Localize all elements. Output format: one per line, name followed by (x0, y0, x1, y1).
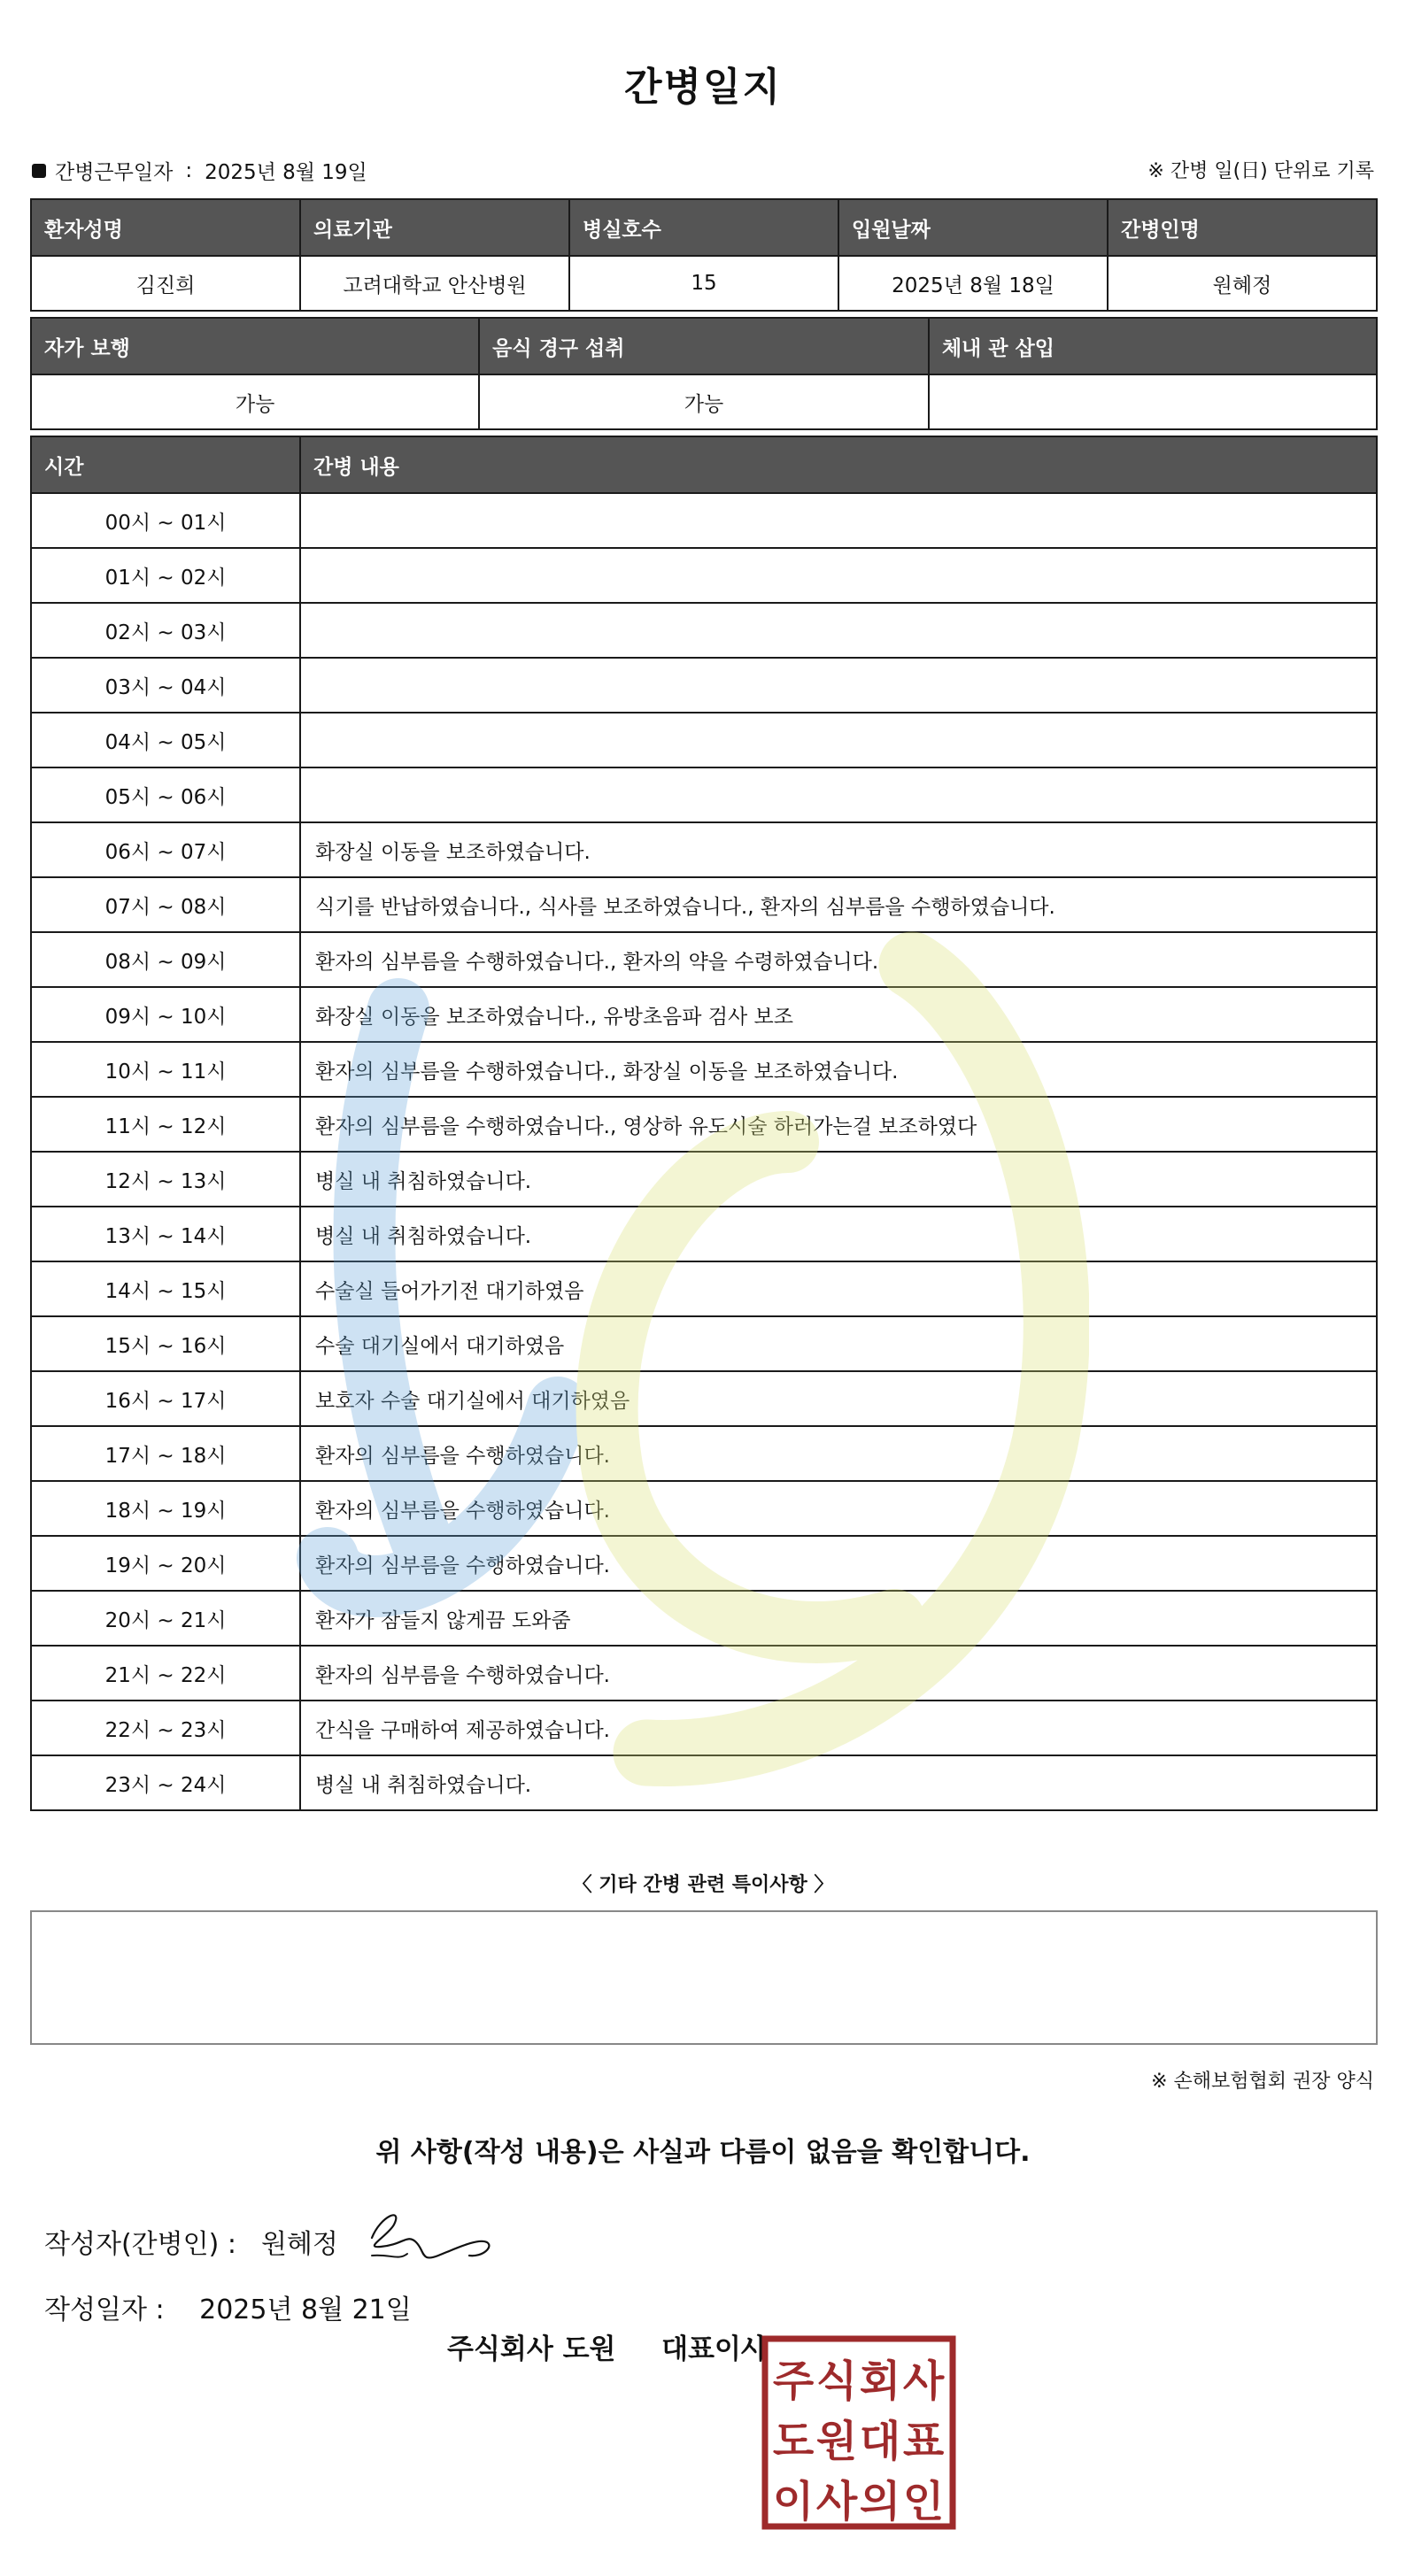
log-content (300, 658, 1377, 713)
log-content: 환자의 심부름을 수행하였습니다. (300, 1646, 1377, 1701)
log-content: 환자의 심부름을 수행하였습니다. (300, 1426, 1377, 1481)
oral-intake-header: 음식 경구 섭취 (479, 318, 929, 374)
log-time: 06시 ~ 07시 (31, 822, 300, 877)
caregiver-name-header: 간병인명 (1108, 199, 1377, 256)
log-content: 병실 내 취침하였습니다. (300, 1207, 1377, 1261)
hospital-name: 고려대학교 안산병원 (300, 256, 569, 311)
svg-text:이: 이 (772, 2477, 815, 2526)
log-time: 19시 ~ 20시 (31, 1536, 300, 1591)
log-time: 11시 ~ 12시 (31, 1097, 300, 1152)
log-content (300, 713, 1377, 767)
writer-label: 작성자(간병인) : (44, 2229, 236, 2260)
company-seal-icon (760, 2333, 958, 2532)
svg-text:대: 대 (859, 2417, 901, 2466)
work-date-value: 2025년 8월 19일 (205, 161, 367, 184)
write-date-value: 2025년 8월 21일 (199, 2294, 412, 2325)
log-time: 17시 ~ 18시 (31, 1426, 300, 1481)
log-content (300, 548, 1377, 603)
log-time: 02시 ~ 03시 (31, 603, 300, 658)
confirm-statement: 위 사항(작성 내용)은 사실과 다름이 없음을 확인합니다. (375, 2137, 1031, 2168)
company-name: 주식회사 도원 (447, 2333, 616, 2365)
log-content: 환자의 심부름을 수행하였습니다., 영상하 유도시술 하러가는걸 보조하였다 (300, 1097, 1377, 1152)
svg-text:원: 원 (815, 2417, 858, 2466)
hospital-header: 의료기관 (300, 199, 569, 256)
log-content: 병실 내 취침하였습니다. (300, 1755, 1377, 1810)
patient-name: 김진희 (31, 256, 300, 311)
log-content: 보호자 수술 대기실에서 대기하였음 (300, 1371, 1377, 1426)
log-content: 환자의 심부름을 수행하였습니다. (300, 1481, 1377, 1536)
svg-text:사: 사 (815, 2477, 858, 2526)
log-time: 22시 ~ 23시 (31, 1701, 300, 1755)
oral-intake-value: 가능 (479, 374, 929, 429)
table-row (31, 713, 1377, 767)
log-time: 00시 ~ 01시 (31, 493, 300, 548)
log-content: 환자가 잠들지 않게끔 도와줌 (300, 1591, 1377, 1646)
tube-header: 체내 관 삽입 (929, 318, 1377, 374)
log-time: 20시 ~ 21시 (31, 1591, 300, 1646)
tube-value (929, 374, 1377, 429)
writer-name: 원혜정 (260, 2229, 338, 2260)
bullet-square-icon (32, 164, 46, 178)
record-note: ※ 간병 일(日) 단위로 기록 (1147, 160, 1374, 182)
table-row (31, 1646, 1377, 1701)
time-header: 시간 (31, 436, 300, 493)
table-row (31, 767, 1377, 822)
svg-text:사: 사 (902, 2356, 945, 2406)
table-row (31, 1701, 1377, 1755)
table-row (31, 1261, 1377, 1316)
patient-name-header: 환자성명 (31, 199, 300, 256)
log-time: 05시 ~ 06시 (31, 767, 300, 822)
patient-status-table (30, 317, 1378, 430)
log-content: 화장실 이동을 보조하였습니다., 유방초음파 검사 보조 (300, 987, 1377, 1042)
notes-box (30, 1910, 1378, 2045)
log-time: 08시 ~ 09시 (31, 932, 300, 987)
log-time: 21시 ~ 22시 (31, 1646, 300, 1701)
log-content: 간식을 구매하여 제공하였습니다. (300, 1701, 1377, 1755)
write-date-line (44, 2287, 412, 2326)
log-time: 23시 ~ 24시 (31, 1755, 300, 1810)
log-content (300, 767, 1377, 822)
table-row (31, 1042, 1377, 1097)
log-time: 04시 ~ 05시 (31, 713, 300, 767)
admission-date: 2025년 8월 18일 (838, 256, 1108, 311)
log-time: 14시 ~ 15시 (31, 1261, 300, 1316)
care-log-table (30, 436, 1378, 1811)
table-row (31, 493, 1377, 548)
log-time: 18시 ~ 19시 (31, 1481, 300, 1536)
table-row (31, 877, 1377, 932)
table-row (31, 603, 1377, 658)
log-content: 환자의 심부름을 수행하였습니다. (300, 1536, 1377, 1591)
log-time: 03시 ~ 04시 (31, 658, 300, 713)
table-row (31, 548, 1377, 603)
write-date-label: 작성일자 : (44, 2294, 165, 2325)
svg-text:도: 도 (772, 2417, 815, 2466)
table-row (31, 987, 1377, 1042)
patient-info-table (30, 198, 1378, 312)
table-row (31, 1316, 1377, 1371)
log-content: 환자의 심부름을 수행하였습니다., 환자의 약을 수령하였습니다. (300, 932, 1377, 987)
log-content: 화장실 이동을 보조하였습니다. (300, 822, 1377, 877)
company-role: 대표이사 (661, 2333, 768, 2365)
table-row (31, 1097, 1377, 1152)
table-row (31, 1481, 1377, 1536)
table-row (31, 1426, 1377, 1481)
writer-line (44, 2222, 338, 2261)
log-time: 07시 ~ 08시 (31, 877, 300, 932)
recommend-note: ※ 손해보험협회 권장 양식 (1151, 2071, 1374, 2093)
company-line (447, 2326, 768, 2366)
table-row (31, 1371, 1377, 1426)
svg-text:식: 식 (815, 2356, 858, 2406)
log-time: 01시 ~ 02시 (31, 548, 300, 603)
log-content: 식기를 반납하였습니다., 식사를 보조하였습니다., 환자의 심부름을 수행하였습니다. (300, 877, 1377, 932)
svg-text:인: 인 (902, 2477, 945, 2526)
table-row (31, 1591, 1377, 1646)
table-row (31, 932, 1377, 987)
room-header: 병실호수 (569, 199, 838, 256)
svg-text:의: 의 (859, 2477, 901, 2526)
admission-date-header: 입원날짜 (838, 199, 1108, 256)
svg-text:주: 주 (772, 2356, 815, 2406)
notes-title: 〈 기타 간병 관련 특이사항 〉 (572, 1874, 834, 1896)
log-time: 13시 ~ 14시 (31, 1207, 300, 1261)
caregiver-name: 원혜정 (1108, 256, 1377, 311)
table-row (31, 1755, 1377, 1810)
document-title: 간병일지 (623, 65, 782, 110)
log-time: 16시 ~ 17시 (31, 1371, 300, 1426)
table-row (31, 1207, 1377, 1261)
signature-icon (354, 2202, 496, 2270)
table-row (31, 822, 1377, 877)
work-date-separator: : (185, 158, 193, 182)
table-row (31, 1536, 1377, 1591)
svg-text:표: 표 (902, 2417, 945, 2466)
log-content: 환자의 심부름을 수행하였습니다., 화장실 이동을 보조하였습니다. (300, 1042, 1377, 1097)
log-content (300, 603, 1377, 658)
room-number: 15 (569, 256, 838, 311)
log-content: 수술 대기실에서 대기하였음 (300, 1316, 1377, 1371)
log-time: 10시 ~ 11시 (31, 1042, 300, 1097)
work-date (32, 156, 367, 185)
log-time: 15시 ~ 16시 (31, 1316, 300, 1371)
table-row (31, 1152, 1377, 1207)
walking-value: 가능 (31, 374, 479, 429)
care-content-header: 간병 내용 (300, 436, 1377, 493)
table-row (31, 658, 1377, 713)
svg-text:회: 회 (859, 2356, 901, 2406)
log-time: 12시 ~ 13시 (31, 1152, 300, 1207)
log-content: 수술실 들어가기전 대기하였음 (300, 1261, 1377, 1316)
work-date-label: 간병근무일자 (55, 161, 174, 184)
log-content: 병실 내 취침하였습니다. (300, 1152, 1377, 1207)
walking-header: 자가 보행 (31, 318, 479, 374)
log-content (300, 493, 1377, 548)
log-time: 09시 ~ 10시 (31, 987, 300, 1042)
